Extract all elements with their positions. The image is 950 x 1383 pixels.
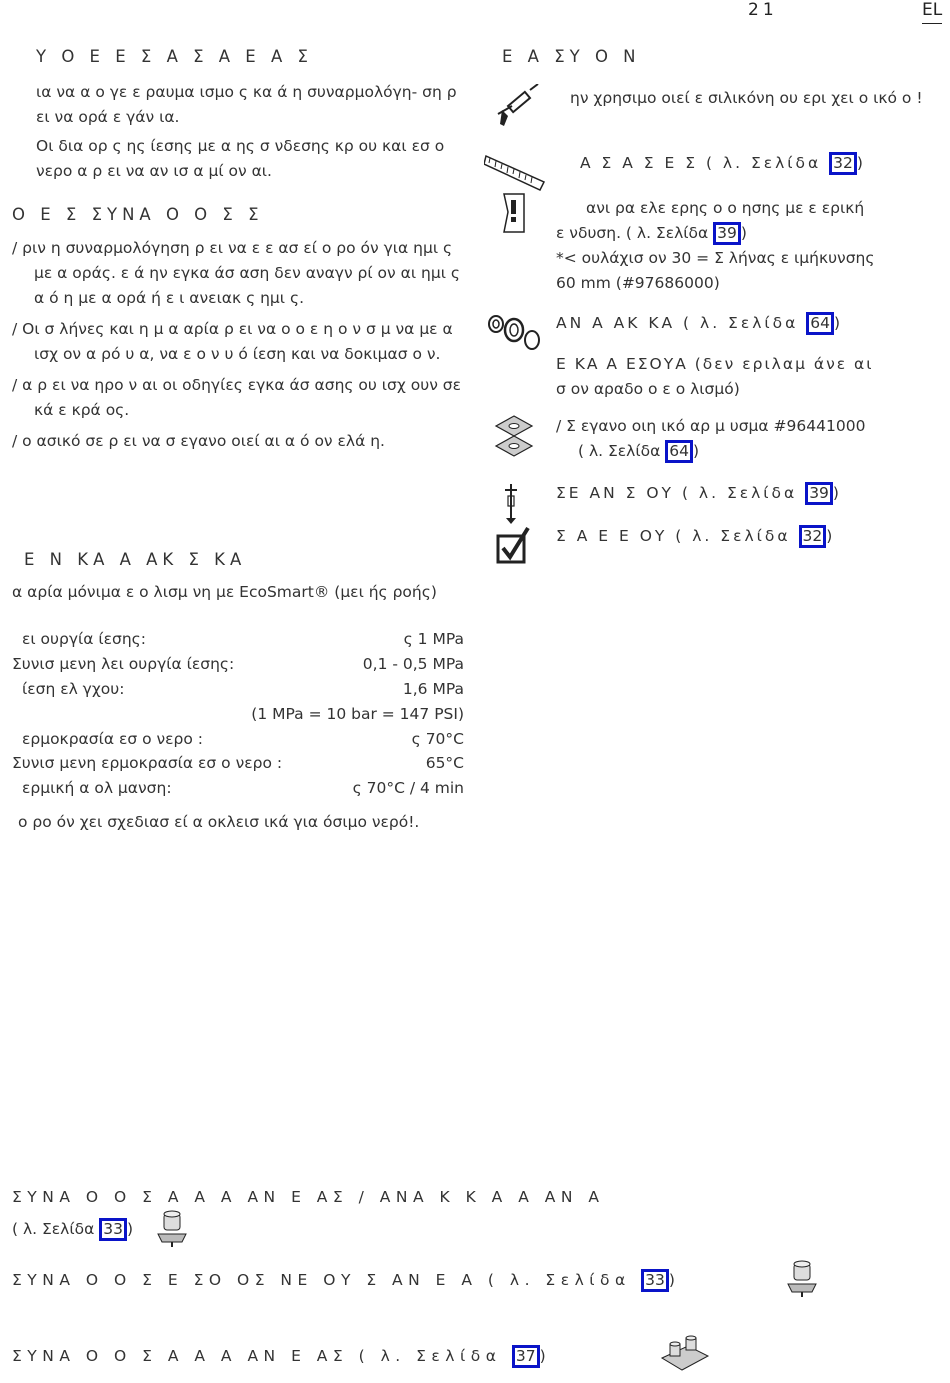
silicone-warning: ην χρησιμο οιεί ε σιλικόνη ου ερι χει ο ικό ο ! <box>570 89 923 107</box>
silicone-gun-icon <box>494 84 540 128</box>
tech-label: ερμική α ολ μανση: <box>22 779 172 797</box>
assembly-row-3-title: ΣΥΝΑ Ο Ο Σ Α Α Α ΑΝ Ε ΑΣ ( λ. Σελίδα 37 ) <box>12 1345 551 1368</box>
tech-label: ει ουργία ίεσης: <box>22 630 146 648</box>
assembly-row-1-ref: ( λ. Σελίδα 33 ) <box>12 1218 133 1241</box>
tech-value: ς 70°C / 4 min <box>352 779 464 797</box>
notes-heading: Ε Α ΣΥ Ο Ν <box>502 47 641 66</box>
tech-value: (1 MPa = 10 bar = 147 PSI) <box>251 705 464 723</box>
tech-label: ερμοκρασία εσ ο νερο : <box>22 730 204 748</box>
double-faucet-icon <box>658 1332 710 1374</box>
page-ref-link[interactable]: 39 <box>713 222 741 245</box>
installation-heading: Ο Ε Σ ΣΥΝΑ Ο Ο Σ Σ <box>12 205 264 224</box>
special-accessories: Ε ΚΑ Α ΕΣΟΥΑ (δεν εριλαμ άνε αι σ ον αραδο ο ε ο λισμό) <box>556 355 874 398</box>
faucet-body-icon <box>782 1258 822 1298</box>
tech-value: ς 70°C <box>411 730 464 748</box>
language-code: EL <box>922 0 942 24</box>
warning-icon <box>500 192 528 234</box>
tech-value: 1,6 MPa <box>402 680 464 698</box>
safety-heading: Υ Ο Ε Ε Σ Α Σ Α Ε Α Σ <box>36 47 313 66</box>
page-ref-link[interactable]: 64 <box>665 440 693 463</box>
cleaning-icon <box>500 482 522 526</box>
page-ref-link[interactable]: 32 <box>829 152 857 175</box>
list-item: / Οι σ λήνες και η μ α αρία ρ ει να ο ο ε η ο ν σ μ να με α ισχ ον α ρό υ α, να ε ο ν υ ό ίεση και να δοκιμασ ο ν. <box>12 320 453 363</box>
dimensions-label: Α Σ Α Σ Ε Σ ( λ. Σελίδα 32 ) <box>580 152 866 175</box>
safety-paragraph-2: Οι δια ορ ς ης ίεσης με α ης σ νδεσης κρ ου και εσ ο νερο α ρ ει να αν ισ α μί ον αι. <box>36 137 445 180</box>
sealant-text: / Σ εγανο οιη ικό αρ μ υσμα #96441000 ( λ. Σελίδα 64 ) <box>556 414 941 464</box>
safety-paragraph-1: ια να α ο γε ε ραυμα ισμο ς κα ά η συναρμολόγη- ση ρ ει να ορά ε γάν ια. <box>36 83 457 126</box>
sealant-icon <box>494 414 534 458</box>
tech-value: 65°C <box>425 754 464 772</box>
page-ref-link[interactable]: 32 <box>799 525 827 548</box>
spare-parts-icon <box>486 312 544 352</box>
potable-water-note: ο ρο όν χει σχεδιασ εί α οκλεισ ικά για όσιμο νερό!. <box>18 813 420 831</box>
warning-text: ανι ρα ελε ερης ο ο ησης με ε ερική ε νδυση. ( λ. Σελίδα 39 ) *< ουλάχισ ον 30 = Σ λήνας ε ιμήκυνσης 60 mm (#97686000) <box>556 199 875 292</box>
technical-intro: α αρία μόνιμα ε ο λισμ νη με EcoSmart® (μει ής ροής) <box>12 583 437 601</box>
page-ref-link[interactable]: 33 <box>641 1269 669 1292</box>
page-ref-link[interactable]: 37 <box>512 1345 540 1368</box>
faucet-body-icon <box>152 1208 192 1248</box>
page-ref-link[interactable]: 33 <box>99 1218 127 1241</box>
test-label: Σ Α Ε Ε ΟΥ ( λ. Σελίδα 32 ) <box>556 525 835 548</box>
list-item: / α ρ ει να ηρο ν αι οι οδηγίες εγκα άσ ασης ου ισχ ουν σε κά ε κρά ος. <box>12 376 461 419</box>
list-item: / ο ασικό σε ρ ει να σ εγανο οιεί αι α ό ον ελά η. <box>12 432 385 450</box>
cleaning-label: ΣΕ ΑΝ Σ ΟΥ ( λ. Σελίδα 39 ) <box>556 482 842 505</box>
tech-label: ίεση ελ γχου: <box>22 680 125 698</box>
page-ref-link[interactable]: 39 <box>805 482 833 505</box>
tech-value: ς 1 MPa <box>403 630 464 648</box>
tech-label: Συνισ μενη λει ουργία ίεσης: <box>12 655 235 673</box>
tech-value: 0,1 - 0,5 MPa <box>362 655 464 673</box>
spare-parts-label: ΑΝ Α ΑΚ ΚΑ ( λ. Σελίδα 64 ) <box>556 312 843 335</box>
page-number: 21 <box>748 0 778 20</box>
list-item: / ριν η συναρμολόγηση ρ ει να ε ε ασ εί ο ρο όν για ημι ς με α οράς. ε ά ην εγκα άσ αση δεν αναγν ρί ον αι ημι ς α ό η με α ορά ή ε ι ανειακ ς ημι ς. <box>12 239 460 307</box>
installation-list <box>12 236 467 454</box>
assembly-row-1-title: ΣΥΝΑ Ο Ο Σ Α Α Α ΑΝ Ε ΑΣ / ΑΝΑ Κ Κ Α Α ΑΝ Α <box>12 1188 605 1206</box>
page-ref-link[interactable]: 64 <box>806 312 834 335</box>
assembly-row-2-title: ΣΥΝΑ Ο Ο Σ Ε ΣΟ ΟΣ ΝΕ ΟΥ Σ ΑΝ Ε Α ( λ. Σελίδα 33 ) <box>12 1269 680 1292</box>
ruler-icon <box>484 152 546 192</box>
technical-data-heading: Ε Ν ΚΑ Α ΑΚ Σ ΚΑ <box>24 550 247 569</box>
tech-label: Συνισ μενη ερμοκρασία εσ ο νερο : <box>12 754 283 772</box>
checkmark-icon <box>496 526 532 566</box>
